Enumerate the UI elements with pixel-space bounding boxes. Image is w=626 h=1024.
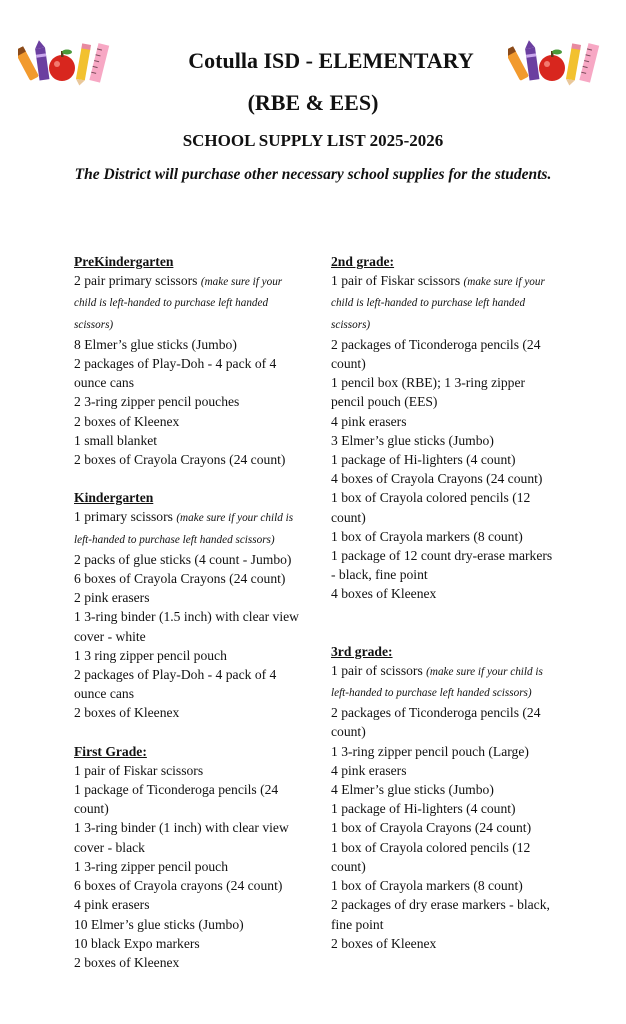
list-item: 2 packages of Play-Doh - 4 pack of 4 ounce cans <box>74 667 277 702</box>
list-item: 1 box of Crayola colored pencils (12 count) <box>331 839 531 874</box>
section-heading: First Grade: <box>74 743 147 759</box>
list-item: 1 box of Crayola colored pencils (12 count) <box>331 490 531 525</box>
section-heading: 3rd grade: <box>331 643 393 659</box>
district-note: The District will purchase other necessary school supplies for the students. <box>74 166 552 183</box>
list-item: 1 3-ring binder (1.5 inch) with clear view cover - white <box>74 609 299 644</box>
list-item: 2 boxes of Kleenex <box>74 954 180 970</box>
list-item: 1 pair of Fiskar scissors <box>74 762 204 778</box>
list-item: 4 pink erasers <box>331 762 407 778</box>
page-title: Cotulla ISD - ELEMENTARY <box>188 48 474 73</box>
list-item: 1 package of 12 count dry-erase markers - black, fine point <box>331 548 553 583</box>
list-item <box>74 271 300 335</box>
list-item: 2 packages of Ticonderoga pencils (24 count) <box>331 705 541 740</box>
item-note: (make sure if your child is left-handed to purchase left handed scissors) <box>74 276 283 331</box>
list-item: 10 black Expo markers <box>74 935 200 951</box>
list-item: 2 boxes of Crayola Crayons (24 count) <box>74 452 286 468</box>
section-heading: PreKindergarten <box>74 254 174 269</box>
list-item: 1 3-ring zipper pencil pouch (Large) <box>331 743 529 759</box>
list-item: 1 package of Hi-lighters (4 count) <box>331 801 516 817</box>
list-item: 8 Elmer’s glue sticks (Jumbo) <box>74 336 237 352</box>
section-prekindergarten <box>74 252 300 469</box>
list-item: 1 3-ring zipper pencil pouch <box>74 858 229 874</box>
section-2nd-grade <box>331 252 557 604</box>
item-text: 1 pair of Fiskar scissors <box>331 273 464 289</box>
list-item: 1 box of Crayola markers (8 count) <box>331 878 523 894</box>
section-heading: Kindergarten <box>74 490 154 506</box>
list-item: 1 package of Ticonderoga pencils (24 count) <box>74 782 279 817</box>
list-item: 1 pencil box (RBE); 1 3-ring zipper pencil pouch (EES) <box>331 375 526 410</box>
item-note: (make sure if your child is left-handed to purchase left handed scissors) <box>331 665 543 700</box>
left-column <box>74 252 300 991</box>
item-text: 1 pair of scissors <box>331 662 427 678</box>
list-item <box>331 661 557 703</box>
item-text: 2 pair primary scissors <box>74 273 201 289</box>
item-text: 1 primary scissors <box>74 509 177 525</box>
list-item: 4 boxes of Crayola Crayons (24 count) <box>331 471 543 487</box>
list-item: 4 boxes of Kleenex <box>331 586 437 602</box>
list-item: 1 3-ring binder (1 inch) with clear view cover - black <box>74 820 289 855</box>
item-note: (make sure if your child is left-handed to purchase left handed scissors) <box>331 276 545 331</box>
list-item: 1 box of Crayola Crayons (24 count) <box>331 820 532 836</box>
list-item: 10 Elmer’s glue sticks (Jumbo) <box>74 916 244 932</box>
list-item: 4 pink erasers <box>331 413 407 429</box>
list-item: 1 small blanket <box>74 432 158 448</box>
list-item: 2 packs of glue sticks (4 count - Jumbo) <box>74 551 292 567</box>
list-item: 1 package of Hi-lighters (4 count) <box>331 452 516 468</box>
list-item: 1 3 ring zipper pencil pouch <box>74 647 227 663</box>
section-heading: 2nd grade: <box>331 254 395 269</box>
list-item: 2 packages of Play-Doh - 4 pack of 4 ounce cans <box>74 356 277 391</box>
list-item: 6 boxes of Crayola crayons (24 count) <box>74 878 283 894</box>
right-column <box>331 252 557 972</box>
list-item <box>74 507 300 549</box>
list-item: 2 boxes of Kleenex <box>74 705 180 721</box>
section-kindergarten <box>74 488 300 722</box>
item-note: (make sure if your child is left-handed to purchase left handed scissors) <box>74 512 294 546</box>
list-item: 1 box of Crayola markers (8 count) <box>331 528 523 544</box>
list-item: 2 boxes of Kleenex <box>331 935 437 951</box>
list-title: SCHOOL SUPPLY LIST 2025-2026 <box>182 131 444 150</box>
list-item: 6 boxes of Crayola Crayons (24 count) <box>74 571 286 587</box>
list-item: 3 Elmer’s glue sticks (Jumbo) <box>331 432 494 448</box>
list-item: 2 pink erasers <box>74 590 150 606</box>
list-item <box>331 271 557 335</box>
page-title-campuses: (RBE & EES) <box>247 90 379 115</box>
list-item: 4 Elmer’s glue sticks (Jumbo) <box>331 782 494 798</box>
list-item: 2 3-ring zipper pencil pouches <box>74 394 240 410</box>
list-item: 4 pink erasers <box>74 897 150 913</box>
section-3rd-grade <box>331 642 557 953</box>
list-item: 2 packages of Ticonderoga pencils (24 count) <box>331 336 541 372</box>
list-item: 2 boxes of Kleenex <box>74 413 180 429</box>
section-first-grade <box>74 742 300 972</box>
list-item: 2 packages of dry erase markers - black, fine point <box>331 897 550 932</box>
